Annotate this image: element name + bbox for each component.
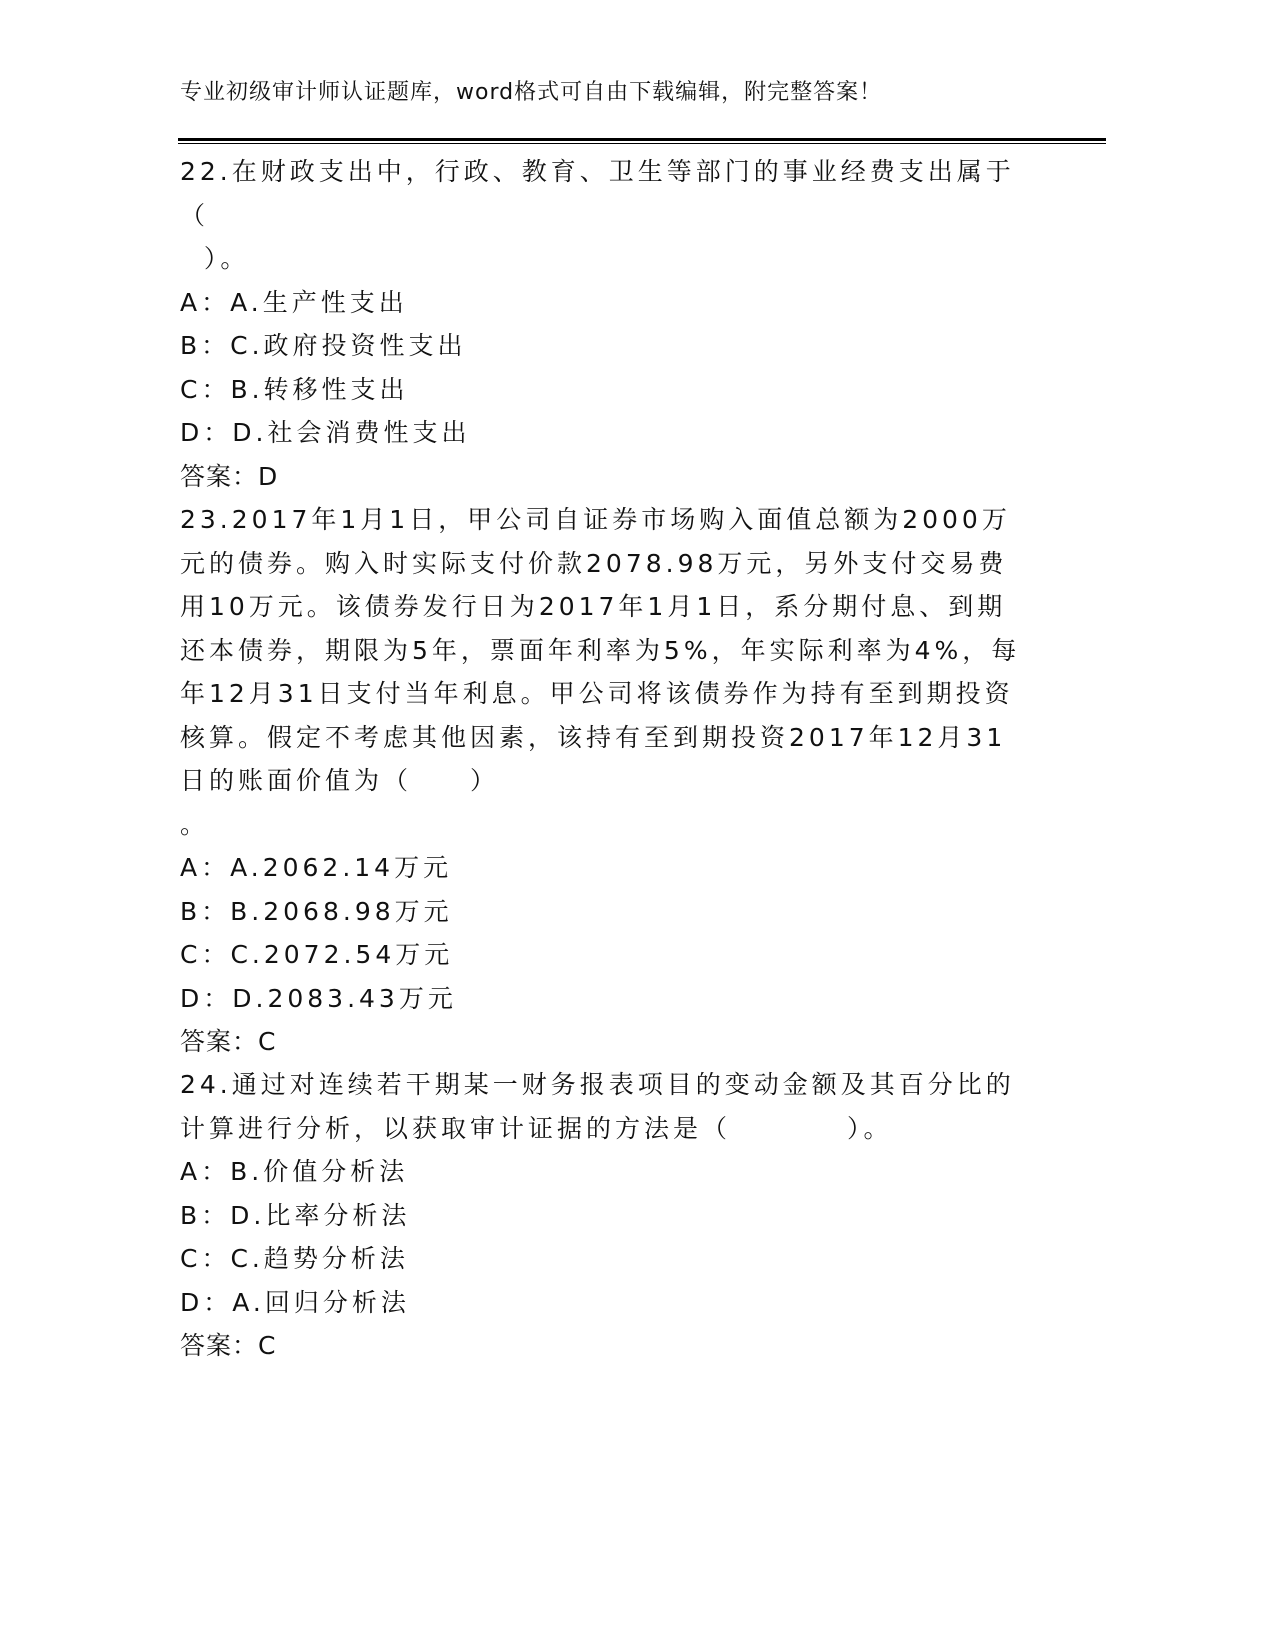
question-22 xyxy=(180,150,1030,498)
header-rule-thin xyxy=(178,143,1106,144)
option-d: D：A.回归分析法 xyxy=(180,1287,410,1317)
option-b: B：B.2068.98万元 xyxy=(180,896,453,926)
option-list xyxy=(180,1150,1030,1324)
option-a: A：A.2062.14万元 xyxy=(180,853,453,882)
answer: 答案：C xyxy=(180,1331,277,1360)
option-c: C：C.2072.54万元 xyxy=(180,940,454,969)
option-c: C：C.趋势分析法 xyxy=(180,1244,409,1273)
question-stem: 23.2017年1月1日，甲公司自证券市场购入面值总额为2000万元的债券。购入时实际支付价款2078.98万元，另外支付交易费用10万元。该债券发行日为2017年1月1日，系分期付息、到期还本债券，期限为5年，票面年利率为5%，年实际利率为4%，每年12月31日支付当年利息。甲公司将该债券作为持有至到期投资核算。假定不考虑其他因素，该持有至到期投资2017年12月31日的账面价值为（ ） 。 xyxy=(180,505,1021,839)
page-header: 专业初级审计师认证题库，word格式可自由下载编辑，附完整答案！ xyxy=(180,80,883,105)
option-a: A：A.生产性支出 xyxy=(180,287,408,317)
question-stem: 22.在财政支出中，行政、教育、卫生等部门的事业经费支出属于（ ）。 xyxy=(180,157,1015,273)
question-23 xyxy=(180,498,1030,1064)
option-b: B：C.政府投资性支出 xyxy=(180,331,467,360)
option-c: C：B.转移性支出 xyxy=(180,374,409,404)
answer: 答案：C xyxy=(180,1027,277,1056)
answer: 答案：D xyxy=(180,461,279,491)
option-d: D：D.社会消费性支出 xyxy=(180,418,471,447)
option-d: D：D.2083.43万元 xyxy=(180,983,457,1013)
question-24 xyxy=(180,1063,1030,1368)
option-b: B：D.比率分析法 xyxy=(180,1200,411,1230)
header-rule-thick xyxy=(178,138,1106,141)
option-a: A：B.价值分析法 xyxy=(180,1157,409,1186)
option-list xyxy=(180,846,1030,1020)
question-stem: 24.通过对连续若干期某一财务报表项目的变动金额及其百分比的计算进行分析，以获取审计证据的方法是（ ）。 xyxy=(180,1070,1015,1143)
option-list xyxy=(180,281,1030,455)
